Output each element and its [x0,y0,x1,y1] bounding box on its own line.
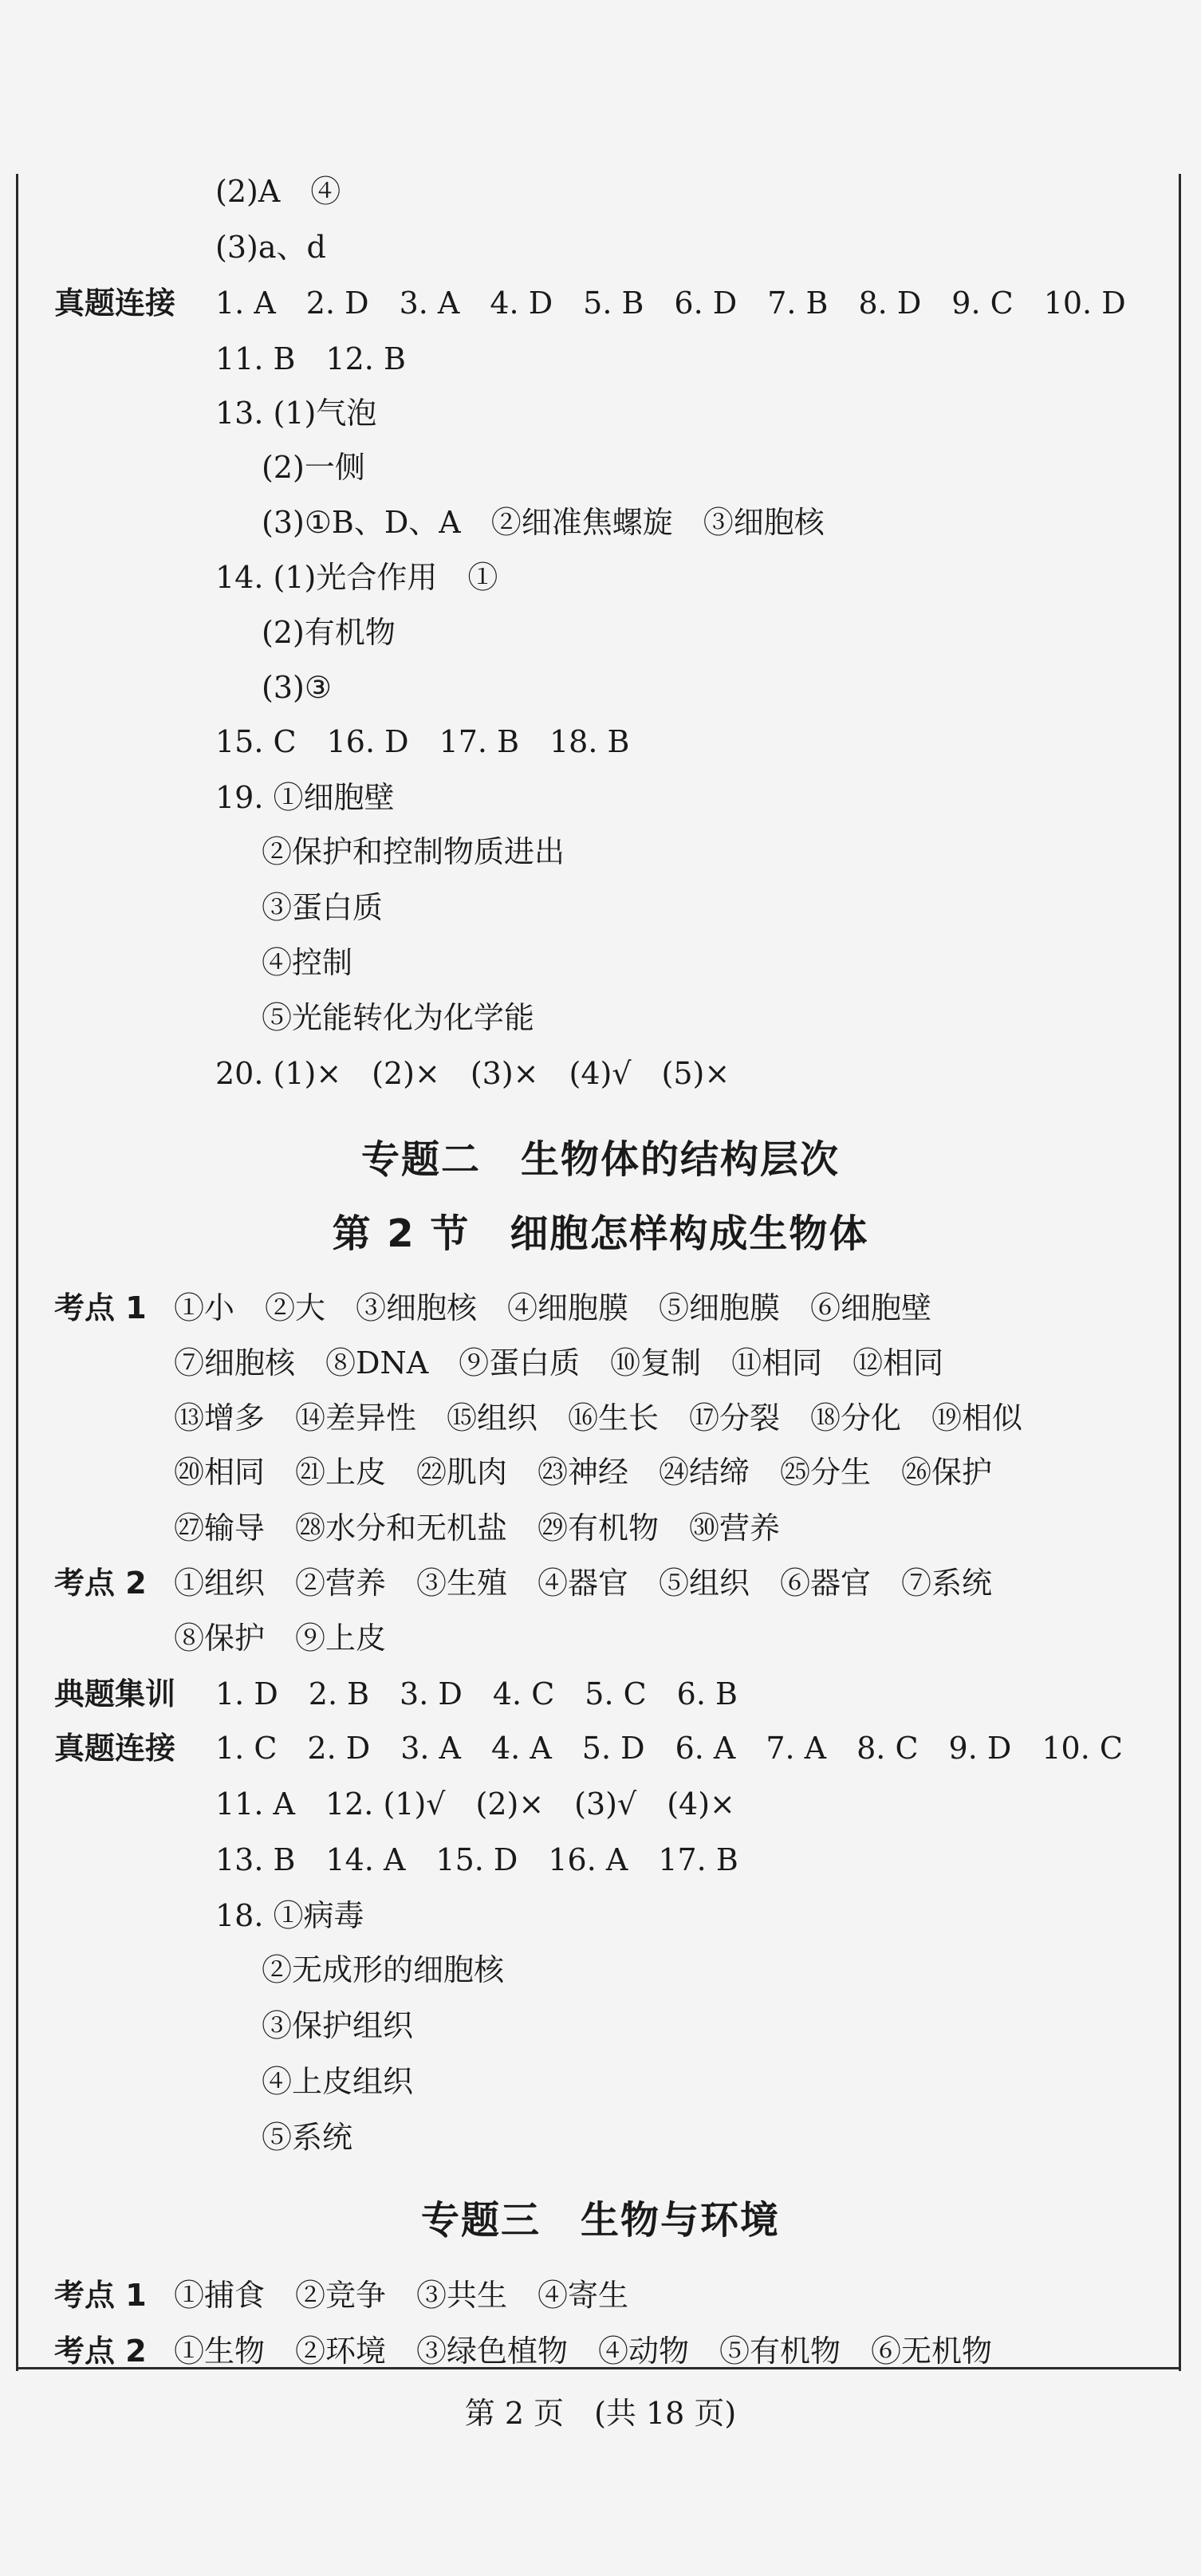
answer-row [0,2327,1201,2375]
answer-text: ②无成形的细胞核 [262,1952,505,1987]
answer-text: (2)A ④ [215,174,341,209]
answer-text: 1. C 2. D 3. A 4. A 5. D 6. A 7. A 8. C 9. D 10. C [215,1731,1123,1766]
answer-row [0,1670,1201,1718]
answer-row [0,553,1201,601]
answer-row [0,1614,1201,1662]
answer-text: ⑤系统 [262,2120,353,2155]
answer-row [0,1724,1201,1772]
answer-text: 1. D 2. B 3. D 4. C 5. C 6. B [215,1676,738,1711]
section-label: 考点 2 [54,1566,147,1601]
answer-text: ⑬增多 ⑭差异性 ⑮组织 ⑯生长 ⑰分裂 ⑱分化 ⑲相似 [174,1400,1023,1436]
answer-row [0,223,1201,271]
answer-row [0,828,1201,876]
answer-row [0,389,1201,437]
answer-row [0,1284,1201,1332]
answer-row [0,1836,1201,1884]
answer-text: 18. ①病毒 [215,1898,364,1933]
answer-text: ①生物 ②环境 ③绿色植物 ④动物 ⑤有机物 ⑥无机物 [174,2334,993,2369]
answer-text: 11. A 12. (1)√ (2)× (3)√ (4)× [215,1786,735,1822]
section-label: 考点 1 [54,2278,147,2313]
answer-row [0,1339,1201,1387]
answer-row [0,2271,1201,2319]
answer-row [0,2113,1201,2161]
answer-row [0,718,1201,766]
answer-row [0,279,1201,327]
answer-text: 15. C 16. D 17. B 18. B [215,724,630,759]
answer-row [0,1946,1201,1994]
answer-row [0,994,1201,1042]
answer-text: (3)③ [262,670,332,705]
answer-row [0,1892,1201,1940]
answer-text: ③蛋白质 [262,890,384,925]
topic-title: 专题二 生物体的结构层次 [360,1137,840,1182]
answer-row [0,2002,1201,2050]
answer-row [0,939,1201,987]
answer-text: 19. ①细胞壁 [215,780,395,815]
answer-text: ⑤光能转化为化学能 [262,1000,535,1035]
answer-text: ①小 ②大 ③细胞核 ④细胞膜 ⑤细胞膜 ⑥细胞壁 [174,1290,932,1325]
answer-row [0,335,1201,383]
answer-text: ㉗输导 ㉘水分和无机盐 ㉙有机物 ㉚营养 [174,1511,781,1546]
answer-row [0,884,1201,932]
answer-text: (2)有机物 [262,615,396,650]
answer-row [0,774,1201,821]
section-label: 真题连接 [54,286,176,321]
answer-row [0,1394,1201,1442]
answer-row [0,1050,1201,1097]
answer-text: 13. B 14. A 15. D 16. A 17. B [215,1842,738,1877]
section-title: 第 2 节 细胞怎样构成生物体 [332,1211,869,1256]
answer-text: ①组织 ②营养 ③生殖 ④器官 ⑤组织 ⑥器官 ⑦系统 [174,1566,993,1601]
answer-text: 20. (1)× (2)× (3)× (4)√ (5)× [215,1056,730,1091]
answer-row [0,1780,1201,1828]
answer-text: ⑦细胞核 ⑧DNA ⑨蛋白质 ⑩复制 ⑪相同 ⑫相同 [174,1345,944,1381]
answer-text: ④上皮组织 [262,2064,414,2099]
answer-text: (3)a、d [215,230,326,265]
answer-text: ⑧保护 ⑨上皮 [174,1621,387,1656]
answer-text: ④控制 [262,945,353,980]
section-label: 考点 2 [54,2334,147,2369]
answer-text: ②保护和控制物质进出 [262,834,565,869]
answer-text: 13. (1)气泡 [215,396,377,431]
answer-row [0,1559,1201,1607]
answer-row [0,664,1201,711]
section-label: 真题连接 [54,1731,176,1766]
section-label: 典题集训 [54,1676,176,1711]
answer-row [0,609,1201,656]
answer-row [0,498,1201,546]
section-label: 考点 1 [54,1290,147,1325]
answer-row [0,167,1201,215]
answer-text: 11. B 12. B [215,341,406,376]
answer-row [0,2058,1201,2105]
answer-row [0,1448,1201,1496]
answer-text: ①捕食 ②竞争 ③共生 ④寄生 [174,2278,629,2313]
topic-title: 专题三 生物与环境 [420,2198,780,2243]
answer-text: 1. A 2. D 3. A 4. D 5. B 6. D 7. B 8. D 9. C 10. D [215,286,1126,321]
answer-text: ⑳相同 ㉑上皮 ㉒肌肉 ㉓神经 ㉔结缔 ㉕分生 ㉖保护 [174,1455,993,1490]
answer-text: ③保护组织 [262,2008,414,2043]
answer-text: 14. (1)光合作用 ① [215,560,498,595]
answer-text: (2)一侧 [262,450,365,485]
page-number: 第 2 页 (共 18 页) [464,2396,737,2431]
answer-row [0,1504,1201,1552]
answer-text: (3)①B、D、A ②细准焦螺旋 ③细胞核 [262,505,825,540]
answer-row [0,443,1201,491]
